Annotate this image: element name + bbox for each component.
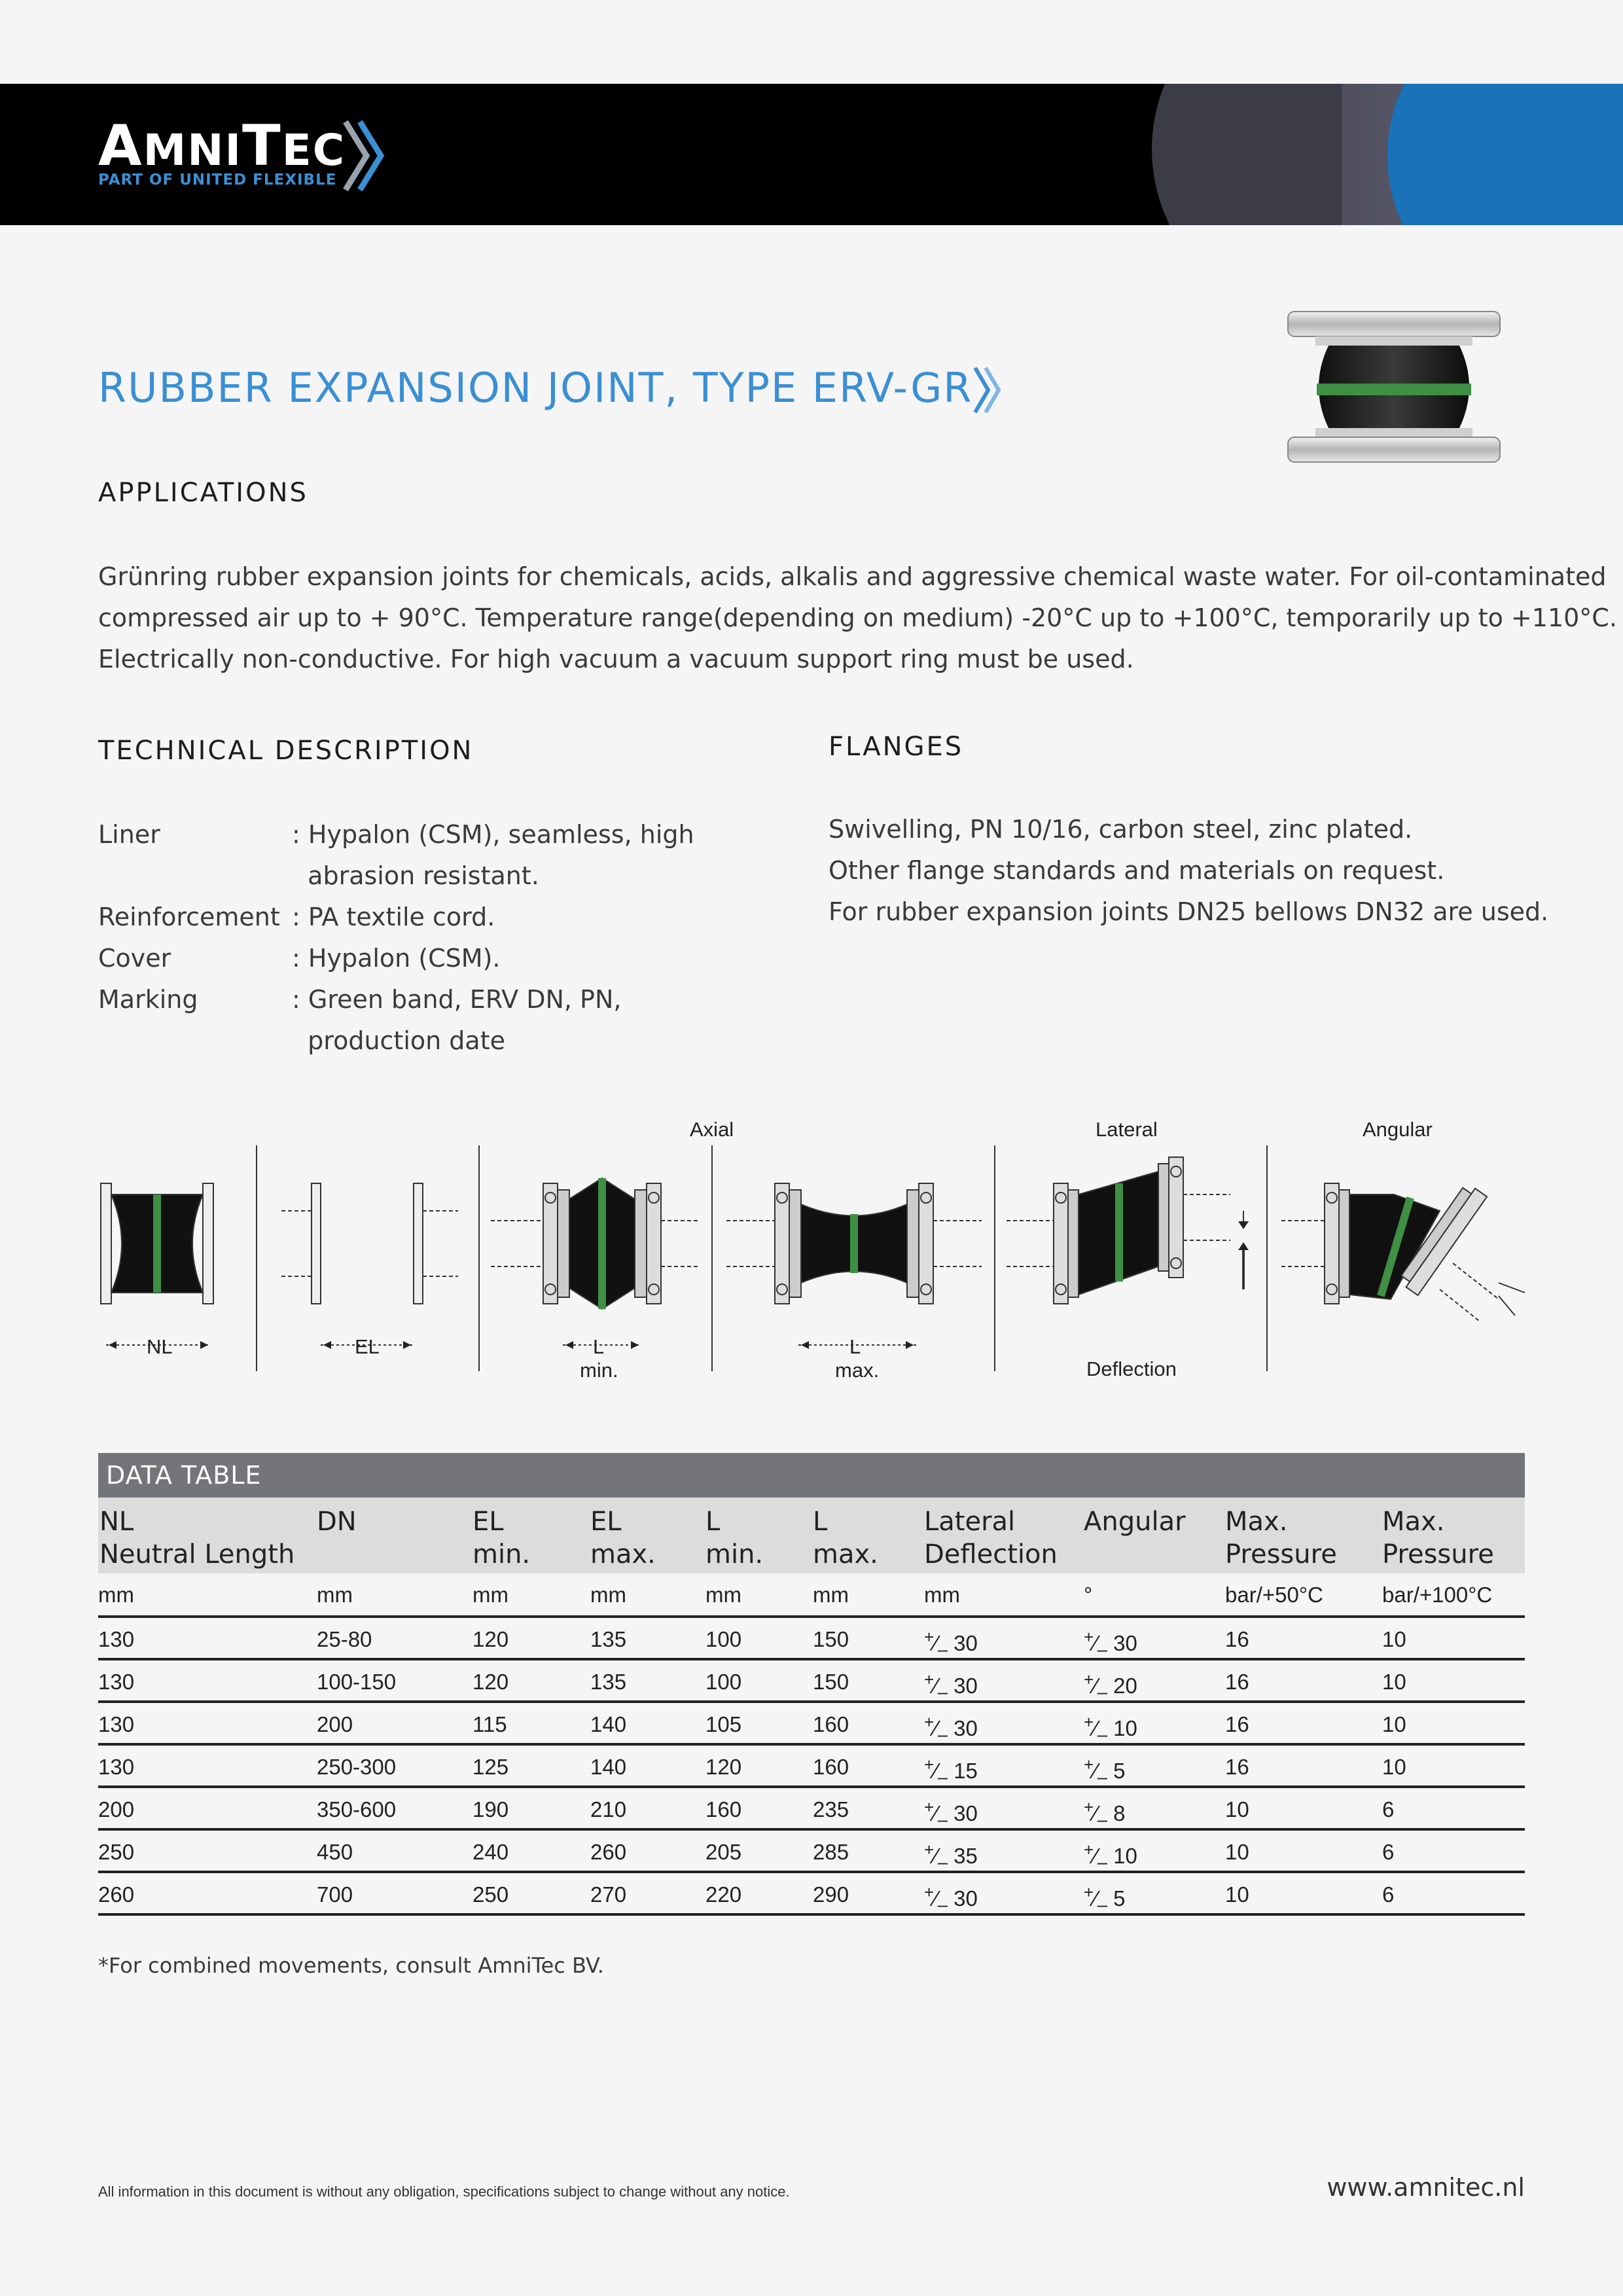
table-cell: $^+⁄_-$ 10 [1084, 1840, 1137, 1873]
nl-label: NL [147, 1335, 173, 1358]
unit-cell: bar/+50°C [1225, 1583, 1323, 1607]
table-cell: 130 [98, 1627, 135, 1651]
header-bar [0, 84, 1623, 225]
table-cell: $^+⁄_-$ 30 [1084, 1627, 1137, 1660]
table-cell: 350-600 [317, 1797, 397, 1821]
table-cell: 10 [1225, 1882, 1249, 1907]
applications-line: Electrically non-conductive. For high vacuum a vacuum support ring must be used. [98, 645, 1134, 673]
plus-minus-icon: $^+⁄_-$ [924, 1840, 948, 1873]
table-cell: 210 [590, 1797, 627, 1821]
table-cell: 700 [317, 1882, 353, 1907]
table-cell: 250-300 [317, 1755, 397, 1779]
table-cell: 450 [317, 1840, 353, 1864]
plus-minus-icon: $^+⁄_-$ [924, 1797, 948, 1830]
axial-label: Axial [690, 1118, 734, 1141]
table-row [98, 1873, 1525, 1916]
table-cell: $^+⁄_-$ 5 [1084, 1882, 1126, 1915]
spec-label: Cover [98, 944, 171, 973]
table-cell: 105 [705, 1712, 742, 1736]
table-cell: 160 [813, 1755, 849, 1779]
flanges-line: For rubber expansion joints DN25 bellows DN32 are used. [829, 897, 1549, 926]
table-cell: 10 [1225, 1797, 1249, 1821]
table-cell: 150 [813, 1670, 849, 1694]
table-row [98, 1746, 1525, 1788]
unit-cell: mm [924, 1583, 960, 1607]
applications-heading: APPLICATIONS [98, 478, 308, 508]
data-table-title: DATA TABLE [98, 1453, 1525, 1498]
table-cell: $^+⁄_-$ 35 [924, 1840, 978, 1873]
product-photo [1283, 305, 1505, 469]
plus-minus-icon: $^+⁄_-$ [1084, 1840, 1107, 1873]
brand-tagline: PART OF UNITED FLEXIBLE [98, 171, 337, 188]
disclaimer: All information in this document is without any obligation, specifications subject to change without any notice. [98, 2183, 790, 2200]
table-cell: 16 [1225, 1627, 1249, 1651]
spec-value: : Green band, ERV DN, PN, production date [292, 985, 622, 1055]
table-cell: 125 [473, 1755, 509, 1779]
table-cell: 25-80 [317, 1627, 372, 1651]
table-cell: $^+⁄_-$ 20 [1084, 1670, 1137, 1702]
table-cell: 190 [473, 1797, 509, 1821]
spec-value: : PA textile cord. [292, 903, 495, 931]
plus-minus-icon: $^+⁄_-$ [924, 1670, 948, 1702]
table-cell: $^+⁄_-$ 8 [1084, 1797, 1126, 1830]
table-cell: $^+⁄_-$ 15 [924, 1755, 978, 1787]
unit-cell: mm [590, 1583, 626, 1607]
table-cell: 200 [317, 1712, 353, 1736]
table-cell: 6 [1382, 1882, 1395, 1907]
table-cell: 140 [590, 1712, 627, 1736]
table-cell: $^+⁄_-$ 5 [1084, 1755, 1126, 1787]
table-cell: 260 [590, 1840, 627, 1864]
th-angular: Angular [1084, 1507, 1186, 1537]
table-cell: $^+⁄_-$ 10 [1084, 1712, 1137, 1745]
table-cell: 100 [705, 1670, 742, 1694]
spec-label: Marking [98, 985, 198, 1014]
table-header [98, 1498, 1525, 1573]
table-cell: 10 [1382, 1670, 1406, 1694]
spec-value: : Hypalon (CSM). [292, 944, 501, 973]
website-link[interactable]: www.amnitec.nl [1327, 2173, 1525, 2202]
table-cell: 16 [1225, 1670, 1249, 1694]
table-cell: 10 [1382, 1755, 1406, 1779]
th-el-max: EL max. [590, 1507, 656, 1570]
title-chevron-icon [971, 364, 1004, 416]
th-l-max: L max. [813, 1507, 878, 1570]
table-cell: 200 [98, 1797, 135, 1821]
deflection-label: Deflection [1086, 1357, 1177, 1380]
applications-line: compressed air up to + 90°C. Temperature range(depending on medium) -20°C up to +100°C, temporarily up to +110°C. [98, 603, 1617, 632]
logo-chevron-icon [340, 117, 386, 195]
unit-cell: bar/+100°C [1382, 1583, 1493, 1607]
table-cell: 100 [705, 1627, 742, 1651]
table-cell: 290 [813, 1882, 849, 1907]
table-cell: 130 [98, 1712, 135, 1736]
table-cell: 10 [1382, 1627, 1406, 1651]
table-row [98, 1618, 1525, 1660]
unit-cell: mm [98, 1583, 134, 1607]
plus-minus-icon: $^+⁄_-$ [1084, 1755, 1107, 1787]
th-lateral: Lateral Deflection [924, 1507, 1058, 1570]
diagram-drawings [92, 1113, 1531, 1394]
table-cell: 205 [705, 1840, 742, 1864]
th-el-min: EL min. [473, 1507, 531, 1570]
table-cell: $^+⁄_-$ 30 [924, 1797, 978, 1830]
table-cell: $^+⁄_-$ 30 [924, 1627, 978, 1660]
plus-minus-icon: $^+⁄_-$ [1084, 1797, 1107, 1830]
th-dn: DN [317, 1507, 357, 1537]
table-cell: 130 [98, 1670, 135, 1694]
applications-line: Grünring rubber expansion joints for chemicals, acids, alkalis and aggressive chemical waste water. For oil-contaminated [98, 562, 1607, 591]
table-cell: 120 [705, 1755, 742, 1779]
table-cell: 235 [813, 1797, 849, 1821]
table-cell: 120 [473, 1670, 509, 1694]
table-cell: 100-150 [317, 1670, 397, 1694]
angular-label: Angular [1363, 1118, 1433, 1141]
footnote: *For combined movements, consult AmniTec BV. [98, 1953, 604, 1978]
table-cell: 135 [590, 1670, 627, 1694]
spec-label: Reinforcement [98, 903, 280, 931]
table-cell: 130 [98, 1755, 135, 1779]
table-cell: 260 [98, 1882, 135, 1907]
unit-cell: mm [705, 1583, 741, 1607]
table-cell: 10 [1382, 1712, 1406, 1736]
plus-minus-icon: $^+⁄_-$ [1084, 1627, 1107, 1660]
plus-minus-icon: $^+⁄_-$ [1084, 1882, 1107, 1915]
l-max-sublabel: max. [835, 1359, 880, 1382]
plus-minus-icon: $^+⁄_-$ [924, 1712, 948, 1745]
th-l-min: L min. [705, 1507, 764, 1570]
table-cell: 10 [1225, 1840, 1249, 1864]
lateral-label: Lateral [1096, 1118, 1158, 1141]
header-swoop-blue [1387, 84, 1623, 225]
unit-cell: ° [1084, 1583, 1093, 1607]
plus-minus-icon: $^+⁄_-$ [924, 1627, 948, 1660]
table-cell: 115 [473, 1712, 507, 1736]
brand-logo-text: AMNITEC [98, 113, 346, 179]
table-row [98, 1703, 1525, 1746]
table-cell: 16 [1225, 1755, 1249, 1779]
flanges-text [829, 809, 1548, 933]
table-cell: 250 [473, 1882, 509, 1907]
th-nl: NL Neutral Length [99, 1507, 295, 1570]
table-cell: 250 [98, 1840, 135, 1864]
table-cell: $^+⁄_-$ 30 [924, 1882, 978, 1915]
plus-minus-icon: $^+⁄_-$ [924, 1755, 948, 1787]
table-cell: 6 [1382, 1797, 1395, 1821]
l-min-label: L [593, 1335, 605, 1358]
th-pressure-50: Max. Pressure [1225, 1507, 1337, 1570]
plus-minus-icon: $^+⁄_-$ [1084, 1670, 1107, 1702]
page-title: RUBBER EXPANSION JOINT, TYPE ERV-GR [98, 364, 973, 412]
spec-label: Liner [98, 820, 160, 849]
l-min-sublabel: min. [580, 1359, 618, 1382]
table-row [98, 1788, 1525, 1831]
unit-cell: mm [317, 1583, 353, 1607]
applications-text [98, 556, 1617, 680]
spec-value: : Hypalon (CSM), seamless, high abrasion resistant. [292, 820, 694, 890]
table-cell: 6 [1382, 1840, 1395, 1864]
table-units-row [98, 1573, 1525, 1618]
table-cell: 160 [705, 1797, 742, 1821]
technical-heading: TECHNICAL DESCRIPTION [98, 736, 474, 766]
table-row [98, 1831, 1525, 1873]
table-cell: 135 [590, 1627, 627, 1651]
table-cell: 120 [473, 1627, 509, 1651]
plus-minus-icon: $^+⁄_-$ [924, 1882, 948, 1915]
dimension-diagrams [92, 1113, 1531, 1394]
table-cell: 220 [705, 1882, 742, 1907]
unit-cell: mm [813, 1583, 849, 1607]
table-cell: 160 [813, 1712, 849, 1736]
l-max-label: L [849, 1335, 861, 1358]
unit-cell: mm [473, 1583, 508, 1607]
table-cell: 285 [813, 1840, 849, 1864]
flanges-line: Swivelling, PN 10/16, carbon steel, zinc plated. [829, 815, 1413, 844]
table-cell: $^+⁄_-$ 30 [924, 1712, 978, 1745]
th-pressure-100: Max. Pressure [1382, 1507, 1494, 1570]
table-cell: 150 [813, 1627, 849, 1651]
table-cell: 270 [590, 1882, 627, 1907]
flanges-heading: FLANGES [829, 732, 964, 762]
el-label: EL [355, 1335, 380, 1358]
flanges-line: Other flange standards and materials on request. [829, 856, 1445, 885]
table-cell: $^+⁄_-$ 30 [924, 1670, 978, 1702]
table-row [98, 1660, 1525, 1703]
table-cell: 140 [590, 1755, 627, 1779]
plus-minus-icon: $^+⁄_-$ [1084, 1712, 1107, 1745]
table-cell: 16 [1225, 1712, 1249, 1736]
table-cell: 240 [473, 1840, 509, 1864]
